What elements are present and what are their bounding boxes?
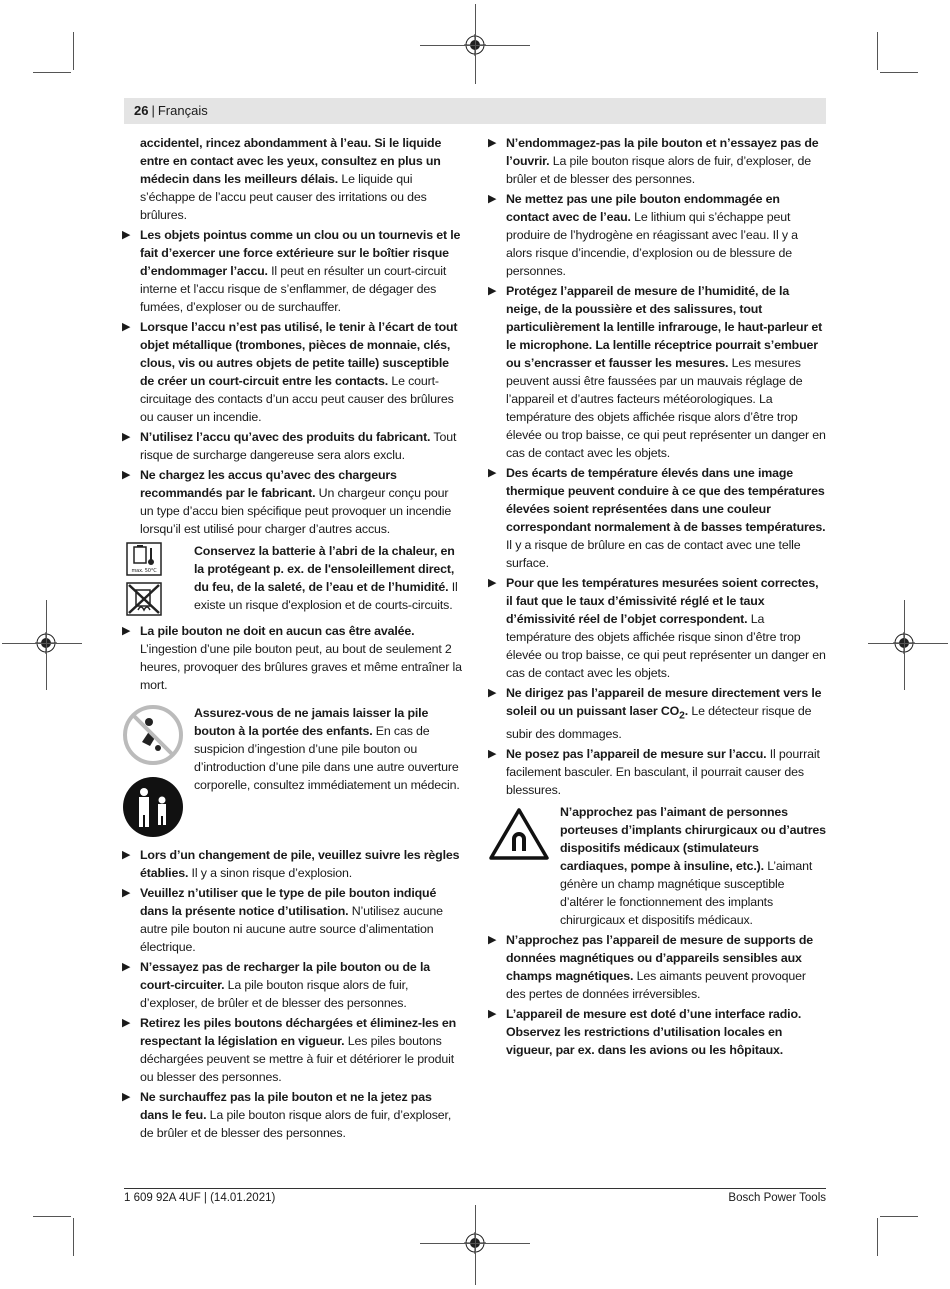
magnet-icons: [488, 803, 554, 861]
body-text: L’aimant génère un champ magnétique susceptible d’altérer le fonctionnement des implants chirurgicaux et dispositifs médicaux.: [560, 859, 813, 928]
heat-warning-block: [122, 542, 462, 620]
child-warning-block: [122, 704, 462, 844]
magnet-warning-icon: [488, 807, 550, 861]
list-item: [488, 190, 826, 280]
bullet-icon: ▶: [488, 577, 497, 589]
crop-mark: [73, 1218, 74, 1256]
list-item: [122, 318, 462, 426]
body-text: L’ingestion d’une pile bouton peut, au bout de seulement 2 heures, provoquer des brûlures graves et même entraîner la mort.: [140, 642, 462, 692]
bold-text: Pour que les températures mesurées soient correctes, il faut que le taux d’émissivité réglé et le taux d’émissivité réel de l’objet correspondent.: [506, 576, 819, 626]
body-text: Il y a sinon risque d’explosion.: [188, 866, 353, 880]
body-text: Il y a risque de brûlure en cas de contact avec une telle surface.: [506, 538, 801, 570]
bullet-icon: ▶: [488, 137, 497, 149]
bold-text: Retirez les piles boutons déchargées et éliminez-les en respectant la législation en vigueur.: [140, 1016, 457, 1048]
continuation-paragraph: [122, 134, 462, 224]
bold-text: Protégez l’appareil de mesure de l’humidité, de la neige, de la poussière et des salissures, tout particulièrement la lentille infrarouge, le haut-parleur et le microphone. La lentille réceptrice pourrait s’embuer ou s’encrasser et fausser les mesures.: [506, 284, 823, 370]
list-item: [488, 134, 826, 188]
no-swallow-icon: [122, 704, 184, 766]
right-column: [488, 134, 826, 1061]
body-text: Le détecteur risque de subir des dommages.: [506, 704, 812, 742]
bullet-icon: ▶: [488, 285, 497, 297]
list-item: [122, 428, 462, 464]
bullet-icon: ▶: [122, 961, 131, 973]
footer-brand: Bosch Power Tools: [728, 1192, 826, 1204]
bold-text: accidentel, rincez abondamment à l’eau. Si le liquide entre en contact avec les yeux, consultez en plus un médecin dans les meilleurs délais.: [140, 136, 442, 186]
bold-text: L’appareil de mesure est doté d’une interface radio. Observez les restrictions d’utilisation locales en vigueur, par ex. dans les avions ou les hôpitaux.: [506, 1007, 802, 1058]
no-fire-icon: [126, 582, 162, 616]
list-item: [122, 226, 462, 316]
bullet-icon: ▶: [122, 849, 131, 861]
bullet-icon: ▶: [122, 321, 131, 333]
bold-text: Assurez-vous de ne jamais laisser la pile bouton à la portée des enfants.: [194, 706, 429, 738]
body-text: En cas de suspicion d’ingestion d’une pile bouton ou d’introduction d’une pile dans une autre ouverture corporelle, consultez immédiatement un médecin.: [194, 724, 460, 792]
bold-text: Lors d’un changement de pile, veuillez suivre les règles établies.: [140, 848, 460, 880]
bullet-icon: ▶: [122, 229, 131, 241]
bullet-icon: ▶: [122, 625, 131, 637]
body-text: Les aimants peuvent provoquer des pertes de données irréversibles.: [506, 969, 806, 1002]
temperature-limit-icon: [126, 542, 162, 576]
body-text: Le lithium qui s’échappe peut produire de l’hydrogène en réagissant avec l’eau. Il y a alors risque d’incendie, d’explosion ou de blessure de personnes.: [506, 210, 798, 278]
bullet-icon: ▶: [488, 687, 497, 699]
body-text: Il peut en résulter un court-circuit interne et l’accu risque de s’enflammer, de dégager des fumées, d’exploser ou de surchauffer.: [140, 264, 447, 314]
body-text: Un chargeur conçu pour un type d’accu bien spécifique peut provoquer un incendie lorsqu’il est utilisé pour charger d’autres accus.: [140, 486, 452, 536]
body-text: Les piles boutons déchargées peuvent se mettre à fuir et détériorer le produit ou blesser des personnes.: [140, 1034, 455, 1084]
magnet-warning-block: [488, 803, 826, 929]
list-item: [122, 1014, 462, 1086]
bold-text: .: [684, 704, 689, 718]
crop-mark: [33, 1216, 71, 1217]
page-footer: [124, 1188, 826, 1204]
crop-mark: [877, 1218, 878, 1256]
bullet-icon: ▶: [488, 934, 497, 947]
bold-text: Ne surchauffez pas la pile bouton et ne la jetez pas dans le feu.: [140, 1090, 432, 1122]
bullet-icon: ▶: [122, 887, 131, 899]
bold-text: N’utilisez l’accu qu’avec des produits du fabricant.: [140, 430, 431, 444]
list-item: [122, 466, 462, 538]
body-text: Les mesures peuvent aussi être faussées par un mauvais réglage de l’appareil et d’autres facteurs météorologiques. La température des objets affichée risque alors d’être trop élevée ou trop baisse, ce qui peut représenter un danger en cas de contact avec les objets.: [506, 356, 826, 460]
page-header: [124, 98, 826, 124]
list-item: [488, 464, 826, 572]
list-item: [122, 846, 462, 882]
crop-mark: [880, 72, 918, 73]
body-text: Le liquide qui s’échappe de l’accu peut causer des irritations ou des brûlures.: [140, 172, 427, 222]
body-text: N’utilisez aucune autre pile bouton ni aucune autre source d’alimentation électrique.: [140, 904, 443, 954]
bullet-icon: ▶: [488, 748, 497, 761]
bold-text: N’essayez pas de recharger la pile bouton ou de la court-circuiter.: [140, 960, 430, 992]
bold-text: Ne dirigez pas l’appareil de mesure directement vers le soleil ou un puissant laser CO: [506, 686, 822, 718]
bold-text: Ne mettez pas une pile bouton endommagée en contact avec de l’eau.: [506, 192, 780, 224]
body-text: La pile bouton risque alors de fuir, d’exploser, de brûler et de blesser des personnes.: [140, 978, 409, 1010]
crop-mark: [475, 1205, 476, 1285]
bullet-icon: ▶: [122, 1017, 131, 1029]
footer-doc-id: 1 609 92A 4UF | (14.01.2021): [124, 1192, 276, 1204]
crop-mark: [475, 4, 476, 84]
bold-text: Les objets pointus comme un clou ou un tournevis et le fait d’exercer une force extérieure sur le boîtier risque d’endommager l’accu.: [140, 228, 461, 278]
bold-text: Veuillez n’utiliser que le type de pile bouton indiqué dans la présente notice d’utilisation.: [140, 886, 437, 918]
list-item: [122, 958, 462, 1012]
bullet-icon: ▶: [488, 193, 497, 205]
heat-icons: [122, 542, 188, 616]
crop-mark: [33, 72, 71, 73]
bold-text: Des écarts de température élevés dans une image thermique peuvent conduire à ce que des températures élevées soient représentées dans une couleur correspondant normalement à de basses températures.: [506, 466, 826, 534]
bullet-icon: ▶: [488, 467, 497, 479]
crop-mark: [2, 643, 82, 644]
body-text: Il pourrait facilement basculer. En basculant, il pourrait causer des blessures.: [506, 747, 820, 798]
body-text: La température des objets affichée risque sinon d’être trop élevée ou trop baisse, ce qui peut représenter un danger en cas de contact avec les objets.: [506, 612, 826, 680]
bullet-icon: ▶: [488, 1008, 497, 1021]
list-item: [488, 1005, 826, 1059]
bullet-icon: ▶: [122, 431, 131, 443]
bold-text: La pile bouton ne doit en aucun cas être avalée.: [140, 624, 415, 638]
bold-text: Conservez la batterie à l’abri de la chaleur, en la protégeant p. ex. de l'ensoleillement direct, du feu, de la saleté, de l’eau et de l’humidité.: [194, 544, 455, 594]
list-item: [488, 745, 826, 799]
bold-text: Ne posez pas l’appareil de mesure sur l’accu.: [506, 747, 767, 762]
bold-text: Ne chargez les accus qu’avec des chargeurs recommandés par le fabricant.: [140, 468, 397, 500]
body-text: La pile bouton risque alors de fuir, d’exploser, de brûler et de blesser des personnes.: [506, 154, 811, 186]
crop-mark: [880, 1216, 918, 1217]
list-item: [488, 931, 826, 1003]
bullet-icon: ▶: [122, 1091, 131, 1103]
bold-text: N’approchez pas l’aimant de personnes porteuses d’implants chirurgicaux ou d’autres dispositifs médicaux (stimulateurs cardiaques, pompe à insuline, etc.).: [560, 805, 826, 874]
keep-from-children-icon: [122, 776, 184, 838]
crop-mark: [877, 32, 878, 70]
list-item: [122, 622, 462, 694]
crop-mark: [73, 32, 74, 70]
bold-text: N’approchez pas l’appareil de mesure de supports de données magnétiques ou d’appareils sensibles aux champs magnétiques.: [506, 933, 814, 984]
subscript-text: 2: [679, 710, 685, 722]
body-text: Tout risque de surcharge dangereuse sera alors exclu.: [140, 430, 457, 462]
bullet-icon: ▶: [122, 469, 131, 481]
crop-mark: [46, 600, 47, 690]
crop-mark: [868, 643, 948, 644]
list-item: [488, 282, 826, 462]
body-text: Il existe un risque d'explosion et de courts-circuits.: [194, 580, 458, 612]
bold-text: N’endommagez-pas la pile bouton et n’essayez pas de l’ouvrir.: [506, 136, 819, 168]
child-icons: [122, 704, 188, 838]
list-item: [488, 574, 826, 682]
temperature-label: max. 50°C: [131, 568, 157, 574]
bold-text: Lorsque l’accu n’est pas utilisé, le tenir à l’écart de tout objet métallique (trombones, pièces de monnaie, clés, clous, vis ou autres objets de petite taille) susceptible de créer un court-circuit entre les contacts.: [140, 320, 458, 388]
header-language: Français: [157, 103, 208, 118]
crop-mark: [904, 600, 905, 690]
left-column: [122, 134, 462, 1144]
list-item: [488, 684, 826, 743]
list-item: [122, 884, 462, 956]
list-item: [122, 1088, 462, 1142]
page-number: 26: [134, 103, 149, 118]
header-separator: |: [151, 103, 155, 118]
body-text: Le court-circuitage des contacts d’un accu peut causer des brûlures ou causer un incendie.: [140, 374, 454, 424]
body-text: La pile bouton risque alors de fuir, d’exploser, de brûler et de blesser des personnes.: [140, 1108, 452, 1140]
